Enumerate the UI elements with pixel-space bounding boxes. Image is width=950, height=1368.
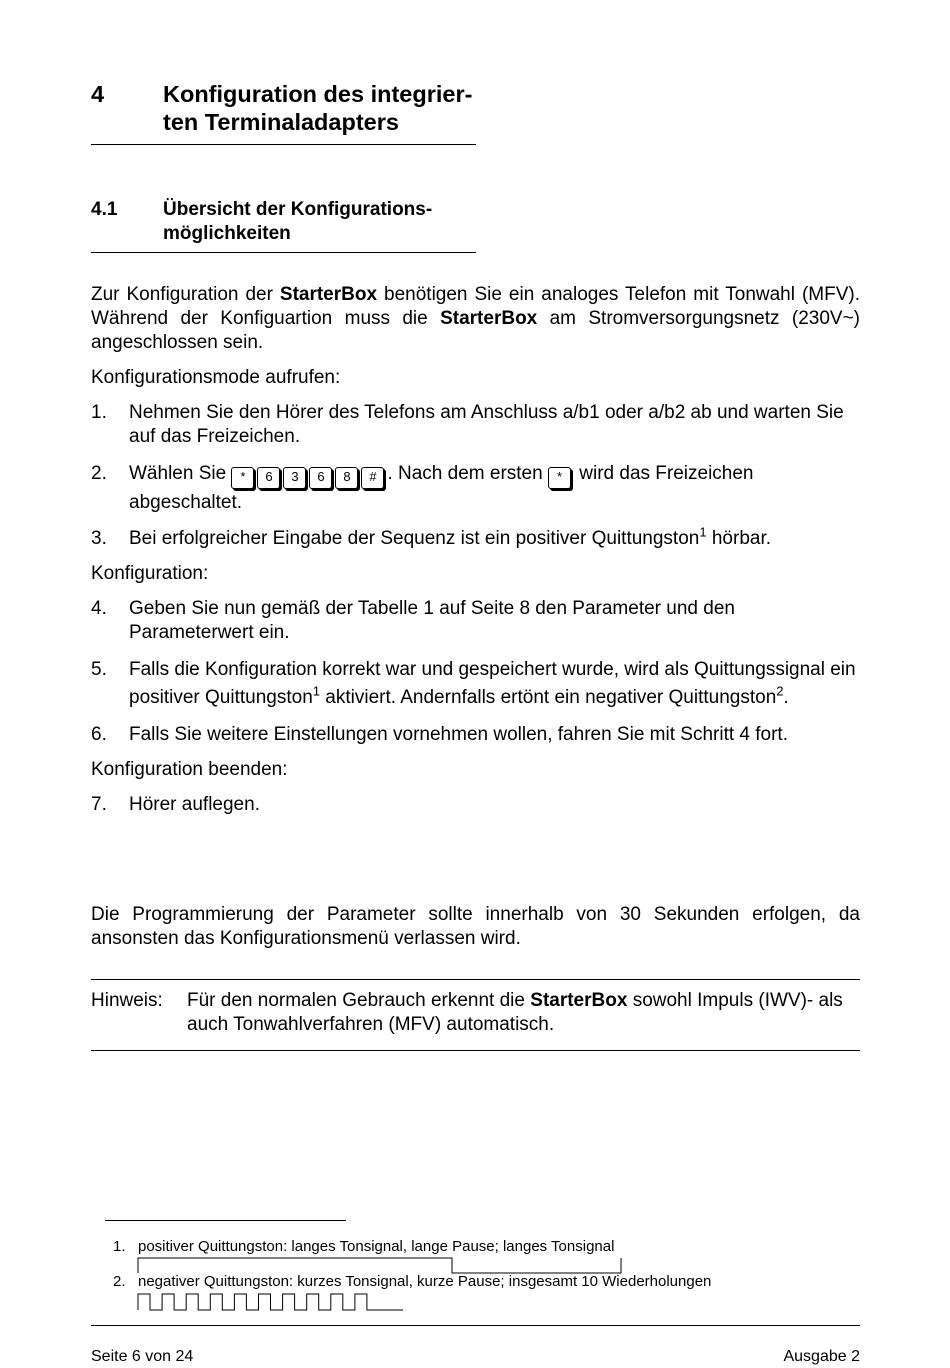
footnote-text: positiver Quittungston: langes Tonsignal, lange Pause; langes Tonsignal — [138, 1238, 615, 1255]
edition: Ausgabe 2 — [783, 1348, 860, 1365]
intro-paragraph — [91, 283, 860, 355]
step-number: 2. — [91, 463, 107, 484]
hint-text-1: Für den normalen Gebrauch erkennt die — [187, 990, 531, 1011]
step-text: Nehmen Sie den Hörer des Telefons am Anschluss a/b1 oder a/b2 ab und warten Sie auf das Freizeichen. — [129, 402, 844, 447]
key-star-icon: * — [231, 467, 254, 489]
step-number: 7. — [91, 794, 107, 815]
hint-text — [187, 989, 860, 1037]
key-sequence — [231, 463, 387, 484]
positive-tone-waveform-icon — [136, 1256, 626, 1274]
intro-text-2: benötigen Sie ein analoges Telefon mit Tonwahl (MFV). Während der Konfiguartion muss die — [91, 284, 861, 329]
step-2 — [91, 460, 860, 516]
step-number: 5. — [91, 659, 107, 680]
key-star-icon: * — [548, 467, 571, 489]
brand-name: StarterBox — [279, 284, 378, 305]
brand-name: StarterBox — [530, 990, 628, 1011]
step-text-1: Wählen Sie — [129, 463, 232, 484]
step-text-1: Falls die Konfiguration korrekt war und gespeichert wurde, wird als Quittungssignal ein positiver Quittungston — [129, 659, 856, 708]
intro-text-3: am Stromversorgungsnetz (230V~) angeschlossen sein. — [91, 308, 860, 353]
negative-tone-waveform-icon — [136, 1292, 626, 1312]
step-text: Falls Sie weitere Einstellungen vornehmen wollen, fahren Sie mit Schritt 4 fort. — [129, 724, 788, 745]
step-4 — [91, 597, 860, 645]
label-start: Konfigurationsmode aufrufen: — [91, 367, 341, 388]
chapter-title-line-1: Konfiguration des integrier- — [163, 81, 473, 107]
hint-rule-bottom — [91, 1050, 860, 1051]
step-text-2: hörbar. — [706, 528, 772, 549]
key-8-icon: 8 — [335, 467, 358, 489]
page-number: Seite 6 von 24 — [91, 1348, 194, 1365]
footnote-ref: 2 — [776, 683, 784, 699]
footer-rule — [91, 1325, 860, 1326]
chapter-title — [163, 80, 483, 136]
key-6-icon: 6 — [309, 467, 332, 489]
footnote-number: 1. — [113, 1238, 126, 1255]
section-number: 4.1 — [91, 199, 118, 220]
step-number: 4. — [91, 598, 107, 619]
step-5 — [91, 656, 860, 712]
chapter-title-line-2: ten Terminaladapters — [163, 109, 399, 135]
footnote-ref: 1 — [699, 524, 707, 540]
body-text — [91, 283, 860, 828]
step-text-2: . Nach dem ersten — [387, 463, 548, 484]
step-3 — [91, 524, 860, 551]
step-1 — [91, 401, 860, 449]
hint-label: Hinweis: — [91, 990, 163, 1011]
hint-text-2: sowohl Impuls (IWV)- als auch Tonwahlverfahren (MFV) automatisch. — [187, 990, 843, 1035]
note-paragraph: Die Programmierung der Parameter sollte innerhalb von 30 Sekunden erfolgen, da ansonsten das Konfigurationsmenü verlassen wird. — [91, 904, 860, 949]
step-text-1: Bei erfolgreicher Eingabe der Sequenz ist ein positiver Quittungston — [129, 528, 700, 549]
step-number: 6. — [91, 724, 107, 745]
chapter-rule — [91, 144, 476, 145]
step-number: 1. — [91, 402, 107, 423]
key-hash-icon: # — [361, 467, 384, 489]
footnote-number: 2. — [113, 1273, 126, 1290]
step-text: Hörer auflegen. — [129, 794, 260, 815]
step-number: 3. — [91, 528, 107, 549]
step-6 — [91, 723, 860, 747]
step-7 — [91, 793, 860, 817]
section-title-line-2: möglichkeiten — [163, 223, 291, 244]
step-text-2: aktiviert. Andernfalls ertönt ein negativer Quittungston — [320, 687, 777, 708]
step-text: Geben Sie nun gemäß der Tabelle 1 auf Seite 8 den Parameter und den Parameterwert ein. — [129, 598, 735, 643]
section-title — [163, 198, 473, 246]
intro-text-1: Zur Konfiguration der — [91, 284, 280, 305]
section-rule — [91, 252, 476, 253]
section-title-line-1: Übersicht der Konfigurations- — [163, 199, 433, 220]
brand-name: StarterBox — [440, 308, 538, 329]
footnote-ref: 1 — [312, 683, 320, 699]
footnote-rule — [105, 1220, 346, 1221]
key-6-icon: 6 — [257, 467, 280, 489]
footnote-text: negativer Quittungston: kurzes Tonsignal, kurze Pause; insgesamt 10 Wiederholungen — [138, 1273, 712, 1290]
label-end: Konfiguration beenden: — [91, 759, 288, 780]
label-config: Konfiguration: — [91, 563, 209, 584]
chapter-number: 4 — [91, 81, 105, 107]
key-3-icon: 3 — [283, 467, 306, 489]
hint-rule-top — [91, 979, 860, 980]
step-text-3: wird das Freizeichen abgeschaltet. — [129, 463, 754, 513]
step-text-3: . — [783, 687, 789, 708]
